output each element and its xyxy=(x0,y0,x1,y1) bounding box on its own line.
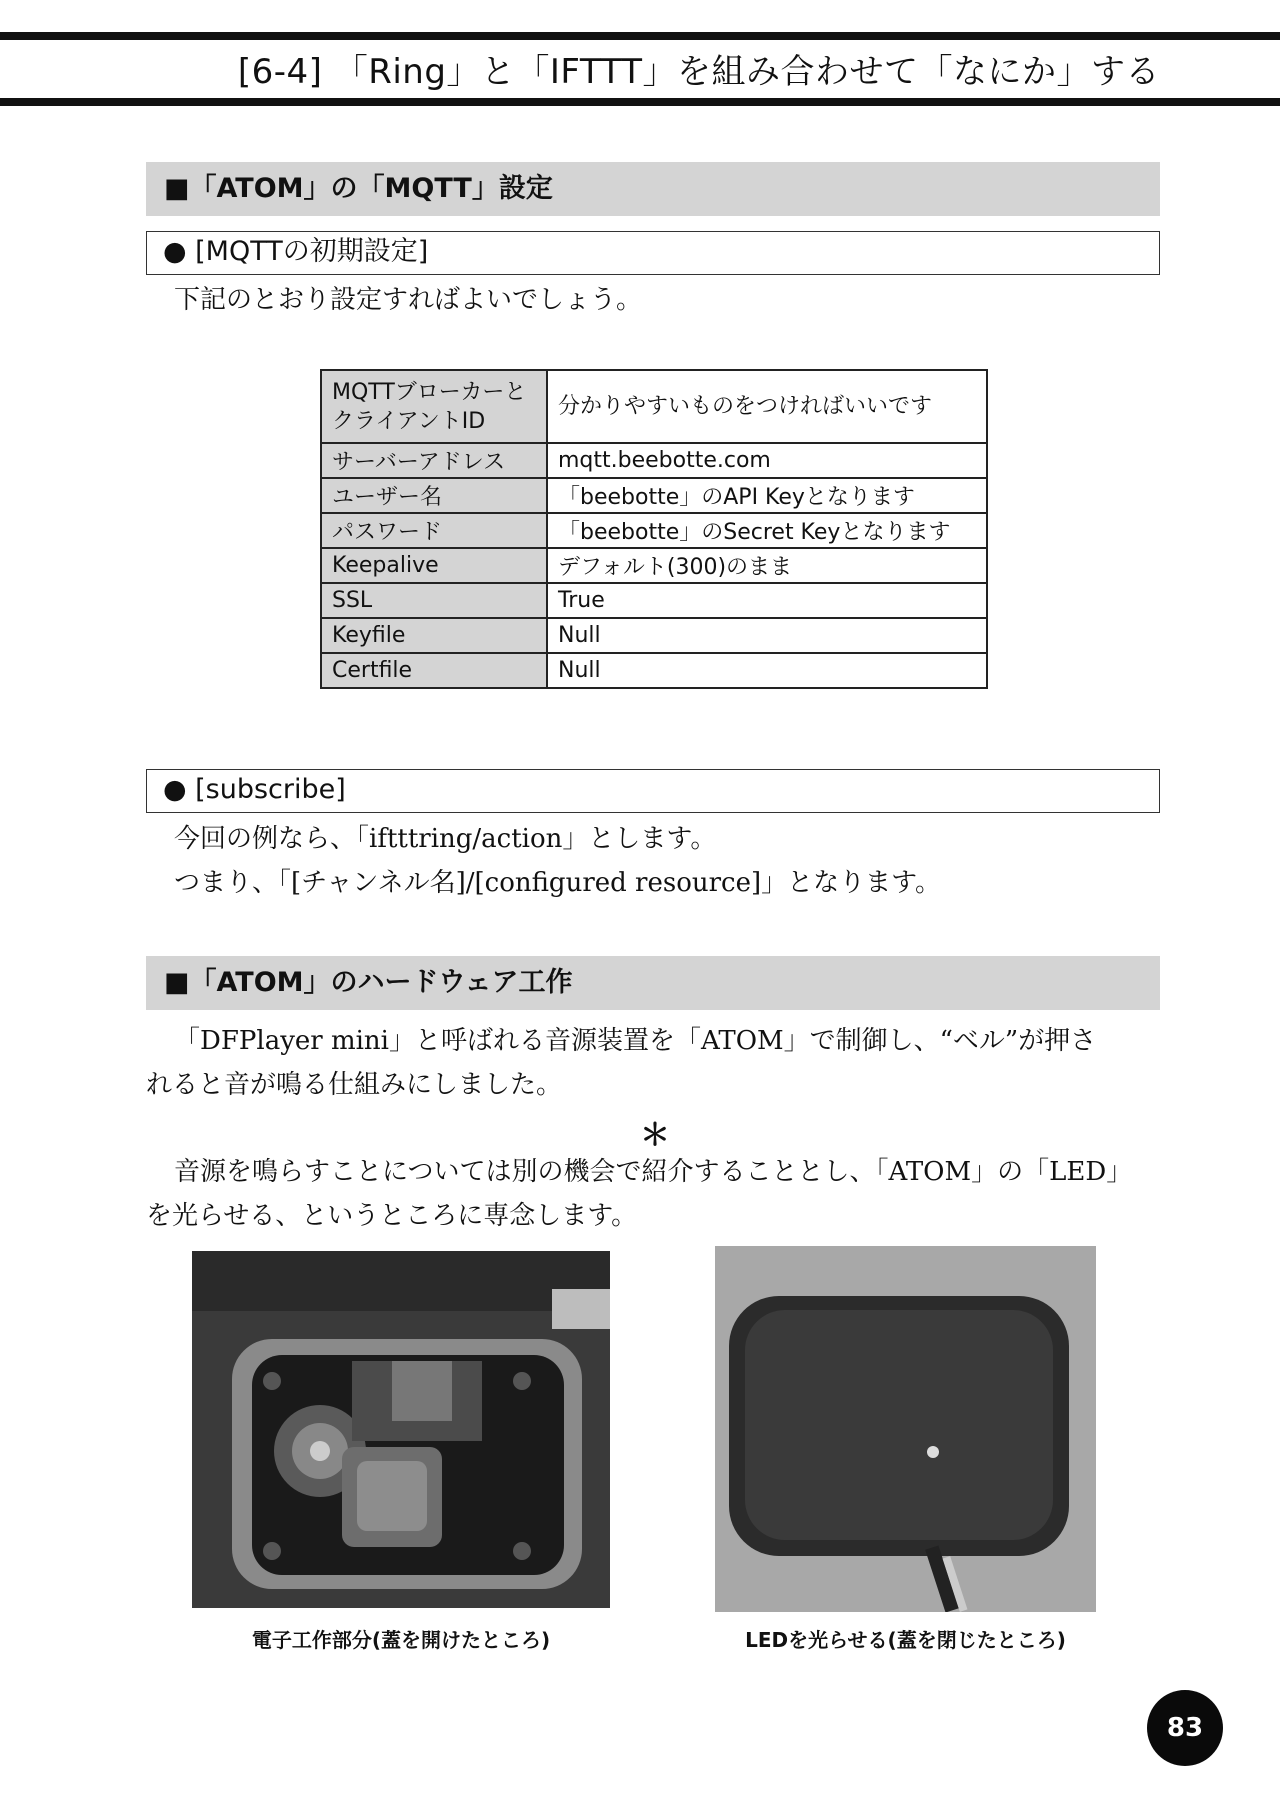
table-row xyxy=(321,443,987,478)
photo-open-case-image xyxy=(192,1251,610,1608)
led-paragraph-line-2: を光らせる、というところに専念します。 xyxy=(146,1201,638,1231)
table-row xyxy=(321,513,987,548)
header-rule-top xyxy=(0,32,1280,40)
table-key xyxy=(321,370,547,443)
header-rule-bottom xyxy=(0,98,1280,106)
table-value: 分かりやすいものをつければいいです xyxy=(547,370,987,443)
table-key: SSL xyxy=(321,583,547,618)
table-value: デフォルト(300)のまま xyxy=(547,548,987,583)
section-heading-hardware: ■「ATOM」のハードウェア工作 xyxy=(146,956,1160,1010)
table-row xyxy=(321,548,987,583)
photo-closed-case xyxy=(715,1246,1096,1612)
table-value: 「beebotte」のSecret Keyとなります xyxy=(547,513,987,548)
table-key: Certfile xyxy=(321,653,547,688)
intro-paragraph: 下記のとおり設定すればよいでしょう。 xyxy=(174,285,643,315)
table-key: パスワード xyxy=(321,513,547,548)
hardware-paragraph-line-2: れると音が鳴る仕組みにしました。 xyxy=(146,1070,563,1100)
caption-open-case: 電子工作部分(蓋を開けたところ) xyxy=(251,1628,551,1652)
photo-open-case xyxy=(192,1251,610,1608)
table-row xyxy=(321,618,987,653)
caption-closed-case: LEDを光らせる(蓋を閉じたところ) xyxy=(745,1628,1066,1652)
table-row xyxy=(321,370,987,443)
subsection-heading-subscribe: ● [subscribe] xyxy=(146,769,1160,813)
subscribe-line-1: 今回の例なら、「iftttring/action」とします。 xyxy=(174,824,717,854)
table-value: True xyxy=(547,583,987,618)
table-key: Keyfile xyxy=(321,618,547,653)
subscribe-line-2: つまり、「[チャンネル名]/[configured resource]」となります。 xyxy=(174,868,942,898)
page-number: 83 xyxy=(1147,1690,1223,1766)
hardware-paragraph-line-1: 「DFPlayer mini」と呼ばれる音源装置を「ATOM」で制御し、“ベル”が押さ xyxy=(174,1026,1097,1056)
table-value: 「beebotte」のAPI Keyとなります xyxy=(547,478,987,513)
table-key: Keepalive xyxy=(321,548,547,583)
table-key: サーバーアドレス xyxy=(321,443,547,478)
section-separator-asterisk: ＊ xyxy=(640,1118,670,1153)
table-row xyxy=(321,653,987,688)
photo-closed-case-image xyxy=(715,1246,1096,1612)
table-row xyxy=(321,583,987,618)
mqtt-settings-table xyxy=(320,369,988,689)
led-paragraph-line-1: 音源を鳴らすことについては別の機会で紹介することとし、「ATOM」の「LED」 xyxy=(174,1157,1133,1187)
table-value: mqtt.beebotte.com xyxy=(547,443,987,478)
table-value: Null xyxy=(547,653,987,688)
subsection-heading-initial-settings: ● [MQTTの初期設定] xyxy=(146,231,1160,275)
table-value: Null xyxy=(547,618,987,653)
chapter-title: [6-4] 「Ring」と「IFTTT」を組み合わせて「なにか」する xyxy=(237,52,1160,92)
table-key-line: クライアントID xyxy=(332,408,486,434)
section-heading-mqtt: ■「ATOM」の「MQTT」設定 xyxy=(146,162,1160,216)
table-key: ユーザー名 xyxy=(321,478,547,513)
table-key-line: MQTTブローカーと xyxy=(332,379,527,405)
table-row xyxy=(321,478,987,513)
